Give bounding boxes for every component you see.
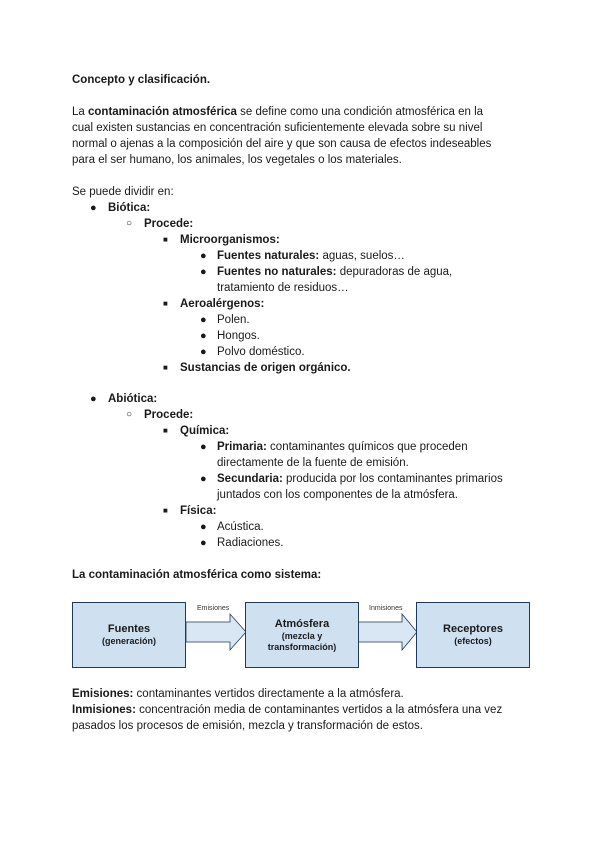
primaria-item: Primaria: contaminantes químicos que proceden	[217, 441, 468, 453]
box-fuentes	[72, 602, 186, 668]
sustancias-label: Sustancias de origen orgánico.	[180, 362, 351, 374]
bullet-disc-icon: ●	[200, 250, 207, 262]
box-fuentes-sub: (generación)	[101, 636, 156, 646]
emisiones-definition: Emisiones: contaminantes vertidos directamente a la atmósfera.	[72, 688, 404, 700]
abiotica-label: Abiótica:	[108, 393, 158, 405]
box-atmosfera	[245, 602, 359, 668]
box-atmosfera-sub1: (mezcla y	[281, 630, 323, 641]
secundaria-cont: juntados con los componentes de la atmósfera.	[217, 489, 459, 501]
bullet-square-icon: ■	[163, 506, 168, 515]
bullet-disc-icon: ●	[200, 266, 207, 278]
box-atmosfera-title: Atmósfera	[274, 617, 330, 630]
fuentes-naturales-item: Fuentes naturales: aguas, suelos…	[217, 250, 405, 262]
box-receptores-sub: (efectos)	[454, 636, 492, 646]
polvo-item: Polvo doméstico.	[217, 346, 305, 358]
bullet-disc-icon: ●	[200, 441, 207, 453]
system-diagram	[72, 600, 532, 670]
intro-line-1: La contaminación atmosférica se define como una condición atmosférica en la	[72, 106, 484, 118]
primaria-cont: directamente de la fuente de emisión.	[217, 457, 409, 469]
bullet-square-icon: ■	[163, 426, 168, 435]
arrow-emisiones-icon	[186, 614, 246, 650]
arrow-inmisiones-label: Inmisiones	[369, 605, 403, 612]
quimica-label: Química:	[180, 425, 230, 437]
divide-text: Se puede dividir en:	[72, 186, 174, 198]
fisica-label: Física:	[180, 505, 217, 517]
bullet-disc-icon: ●	[200, 537, 207, 549]
aeroalergenos-label: Aeroalérgenos:	[180, 298, 265, 310]
bullet-disc-icon: ●	[90, 202, 97, 214]
microorganismos-label: Microorganismos:	[180, 234, 280, 246]
inmisiones-definition: Inmisiones: concentración media de contaminantes vertidos a la atmósfera una vez	[72, 704, 503, 716]
bullet-disc-icon: ●	[90, 393, 97, 405]
bullet-square-icon: ■	[163, 363, 168, 372]
system-heading: La contaminación atmosférica como sistema:	[72, 569, 322, 581]
inmisiones-definition-cont: pasados los procesos de emisión, mezcla y transformación de estos.	[72, 720, 423, 732]
radiaciones-item: Radiaciones.	[217, 537, 284, 549]
bullet-disc-icon: ●	[200, 346, 207, 358]
secundaria-item: Secundaria: producida por los contaminantes primarios	[217, 473, 503, 485]
arrow-emisiones-label: Emisiones	[197, 605, 230, 612]
section-heading: Concepto y clasificación.	[72, 74, 211, 86]
bullet-disc-icon: ●	[200, 521, 207, 533]
bullet-disc-icon: ●	[200, 330, 207, 342]
biotica-label: Biótica:	[108, 202, 151, 214]
bullet-circle-icon: ○	[126, 409, 133, 420]
box-receptores	[416, 602, 530, 668]
acustica-item: Acústica.	[217, 521, 264, 533]
box-atmosfera-sub2: transformación)	[267, 641, 337, 652]
intro-line-3: normal o ajenas a la composición del aire y que son causa de efectos indeseables	[72, 138, 492, 150]
bullet-square-icon: ■	[163, 235, 168, 244]
bullet-disc-icon: ●	[200, 473, 207, 485]
abiotica-procede: Procede:	[144, 409, 194, 421]
bullet-disc-icon: ●	[200, 314, 207, 326]
hongos-item: Hongos.	[217, 330, 260, 342]
box-fuentes-title: Fuentes	[107, 623, 151, 635]
box-receptores-title: Receptores	[443, 623, 503, 635]
biotica-procede: Procede:	[144, 218, 194, 230]
fuentes-no-naturales-item: Fuentes no naturales: depuradoras de agua,	[217, 266, 453, 278]
arrow-inmisiones-icon	[357, 614, 417, 650]
intro-line-4: para el ser humano, los animales, los vegetales o los materiales.	[72, 154, 402, 166]
bullet-square-icon: ■	[163, 299, 168, 308]
fuentes-no-naturales-cont: tratamiento de residuos…	[217, 282, 349, 294]
intro-line-2: cual existen sustancias en concentración suficientemente elevada sobre su nivel	[72, 122, 483, 134]
polen-item: Polen.	[217, 314, 250, 326]
bullet-circle-icon: ○	[126, 218, 133, 229]
